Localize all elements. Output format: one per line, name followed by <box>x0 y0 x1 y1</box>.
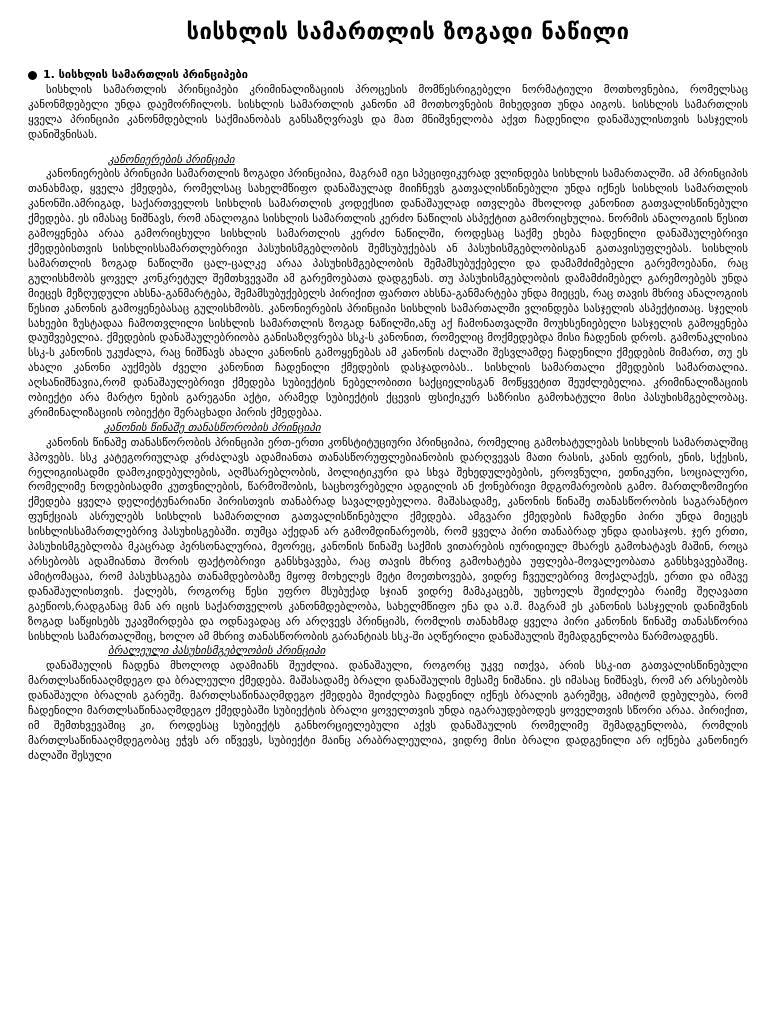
section-heading <box>28 68 748 83</box>
paragraph-principles: სისხლის სამართლის პრინციპები კრიმინალიზაციის პროცესის მომწესრიგებელი ნორმატიული მოთხოვნებია, რომელსაც კანონმდებელი უნდა დაემორჩილოს. სისხლის სამართლის კანონი ამ მოთხოვნების მიხედვით უნდა აიგოს. სისხლის სამართლის ყველა პრინციპი კანონმდებლის საქმიანობას განსაზღვრავს და მათ მნიშვნელობა აქვთ ჩადენილი დანაშაულისთვის სასჯელის დანიშვნისას. <box>28 82 748 141</box>
paragraph-equality: კანონის წინაშე თანასწორობის პრინციპი ერთ-ერთი კონსტიტუციური პრინციპია, რომელიც გამოხატულებას სისხლის სამართალშიც ჰპოვებს. სსკ კატეგორიულად კრძალავს ადამიანთა თანასწორუფლებიანობის დარღვევას მათი რასის, კანის ფერის, ენის, სქესის, რელიგიისადმი დამოკიდებულების, აღმსარებლობის, პოლიტიკური და სხვა შეხედულებების, ეროვნული, ეთნიკური, სოციალური, რომელიმე ნოდებისადმი კუთვნილების, წარმოშობის, საცხოვრებელი ადგილის ან ქონებრივი მდგომარეობის გამო. მართლზომიერი ქმედება ყველა დელიქტუნარიანი პირისთვის თანაბრად სავალდებულოა. მაშასადამე, კანონის წინაშე თანასწორობის საგარანტიო ფუნქციას ასრულებს სისხლის სამართლით გათვალისწინებული ქმედება. ამგვარი ქმედების ჩამდენი პირი უნდა მიეცეს სისხლისსამართლებრივ პასუხისგებაში. თუმცა აქედან არ გამომდინარეობს, რომ ყველა პირი თანაბრად უნდა დაისაჯოს. ჯერ ერთი, პასუხისმგებლობა მკაცრად პერსონალურია, მეორეც, კანონის წინაშე საქმის ვითარების იურიდიულ მხარეს გამოხატავს მაშინ, როცა არსებობს ადამიანთა შორის ფაქტობრივი განსხვავება, რაც თავის მხრივ გამოხატება უფლება-მოვალეობათა განსხვავებაშიც. ამიტომაცაა, რომ პასუხსაგება თანამდებობაზე მყოფ მოხელეს მეტი მოეთხოვება, ვიდრე ჩვეულებრივ მოქალაქეს, ერთი და იმავე დანაშაულისთვის. ქალებს, როგორც წესი უფრო მსუბუქად სჯიან ვიდრე მამაკაცებს, უცხოელს შეიძლება რაიმე შეღავათი გაეწიოს,რადგანაც მან არ იცის საქართველოს კანონმდებლობა, სახელმწიფო ენა და ა.შ. მაგრამ ეს კანონის სასჯელის დანიშვნის ზოგად საწყისებს უკავშირდება და ოდნავადაც არ არღვევს პრინციპს, რომლის თანახმად ყველა პირი კანონის წინაშე თანასწორია სისხლის სამართალშიც, ხოლო ამ მხრივ თანასწორობის გარანტიას სსკ-ში აღწერილი დანაშაულის შემადგენლობა წარმოადგენს. <box>28 435 748 643</box>
subheading-equality: კანონის წინაშე თანასწორობის პრინციპი <box>104 420 321 434</box>
subheading-legality: კანონიერების პრინციპი <box>108 152 235 166</box>
section-heading-text: 1. სისხლის სამართლის პრინციპები <box>43 68 248 81</box>
page-title: სისხლის სამართლის ზოგადი ნაწილი <box>186 20 630 45</box>
subheading-guilt: ბრალეული პასუხისმგებლობის პრინციპი <box>108 644 326 658</box>
paragraph-legality: კანონიერების პრინციპი სამართლის ზოგადი პრინციპია, მაგრამ იგი სპეციფიკურად ვლინდება სისხლის სამართალში. ამ პრინციპის თანახმად, ყველა ქმედება, რომელსაც სახელმწიფო დანაშაულად მიიჩნევს გათვალისწინებული უნდა იქნეს სისხლის სამართლის კანონში.ამრიგად, საქართველოს სისხლის სამართლის კოდექსით დანაშაულად ითვლება მხოლოდ კანონით გათვალისწინებული ქმედება. ეს იმასაც ნიშნავს, რომ ანალოგია სისხლის სამართლის კერძო ნაწილის ასპექტით გამორიცხულია. ნორმის ანალოგიის წესით გამოყენება არაა გამორიცხული სისხლის სამართლის კერძო ნაწილში, როდესაც საქმე ეხება ჩადენილი დანაშაულებრივი ქმედებისთვის სისხლისსამართლებრივი პასუხისმგებლობის შემსუბუქებას ან პასუხისმგებლობისგან გათავისუფლებას. სისხლის სამართლის ზოგად ნაწილში ცალ-ცალკე არაა პასუხისმგებლობის შემამსუბუქებელი და დამამძიმებელი გარემოებანი, რაც გულისხმობს ყოველ კონკრეტულ შემთხვევაში ამ გარემოებათა დადგენას. თუ პასუხისმგებლობის დამამძიმებელ გარემოებებს უნდა მიეცეს მეზღუდული ახსნა-განმარტება, შემამსუბუქებელს პირიქით ფართო ახსნა-განმარტება უნდა მიეცეს, რაც თავის მხრივ ანალოგიის წესით კანონის გამოყენებასაც გულისხმობს. კანონიერების პრინციპი სისხლის სამართალში ვლინდება სასჯელის ასპექტითაც. სჯელის სახეები ზუსტადაა ჩამოთვლილი სისხლის სამართლის ზოგად ნაწილში,ანუ აქ ჩამონათვალში მოუხსენიებელი სასჯელის გამოყენება დაუშვებელია. ქმედების დანაშაულებრიობა განისაზღვრება სსკ-ს კანონით, რომელიც მოქმედებდა მისი ჩადენის დროს. გამონაკლისია სსკ-ს კანონის უკუძალა, რაც ნიშნავს ახალი კანონის გამოყენებას ამ კანონის ძალაში შესვლამდე ჩადენილი ქმედების მიმართ, თუ ეს ახალი კანონი აუქმებს ძველი კანონით ჩადენილი ქმედების დასჯადობას.. სისხლის სამართალი ქმედების სამართალია. აღსანიშნავია,რომ დანაშაულებრივი ქმედება სუბიექტის ნებელობითი საქციელისგან მოწყვეტით შეუძლებელია. კრიმინალიზაციის ობიექტი არა მარტო ნების გარეგანი აქტი, არამედ სუბიექტის ქცევის ფსიქიკურ საზრისი გამოხატული მისი პასუხისმგებლობაც. კრიმინალიზაციის ობიექტი შერაცხადი პირის ქმედებაა. <box>28 167 748 419</box>
document-body <box>28 68 748 764</box>
bullet-icon <box>28 71 37 80</box>
paragraph-guilt: დანაშაულის ჩადენა მხოლოდ ადამიანს შეუძლია. დანაშაული, როგორც უკვე ითქვა, არის სსკ-ით გათვალისწინებული მართლსაწინააღმდეგო და ბრალეული ქმედება. მაშასადამე ბრალი დანაშაულის მესამე ნიშანია. ეს იმასაც ნიშნავს, რომ არ არსებობს დანაშაული ბრალის გარეშე. მართლსაწინააღმდეგო ქმედება შეიძლება ჩადენილ იქნეს ბრალის გარეშეც, ამიტომ დებულება, რომ ჩადენილი მართლსაწინააღმდეგო ქმედებაში სუბიექტის ბრალი ყოველთვის უნდა იგარაუდებოდეს ყოველთვის სწორი არაა. პირიქით, იმ შემთხვევაშიც კი, როდესაც სუბიექტს განხორციელებული აქვს დანაშაულის რომელიმე შემადგენლობა, რომლის მართლსაწინააღმდეგობაც ეჭვს არ იწვევს, სუბიექტი მაინც არაბრალეულია, ვიდრე მისი ბრალი დადგენილი არ იქნება კანონიერ ძალაში შესული <box>28 659 748 762</box>
